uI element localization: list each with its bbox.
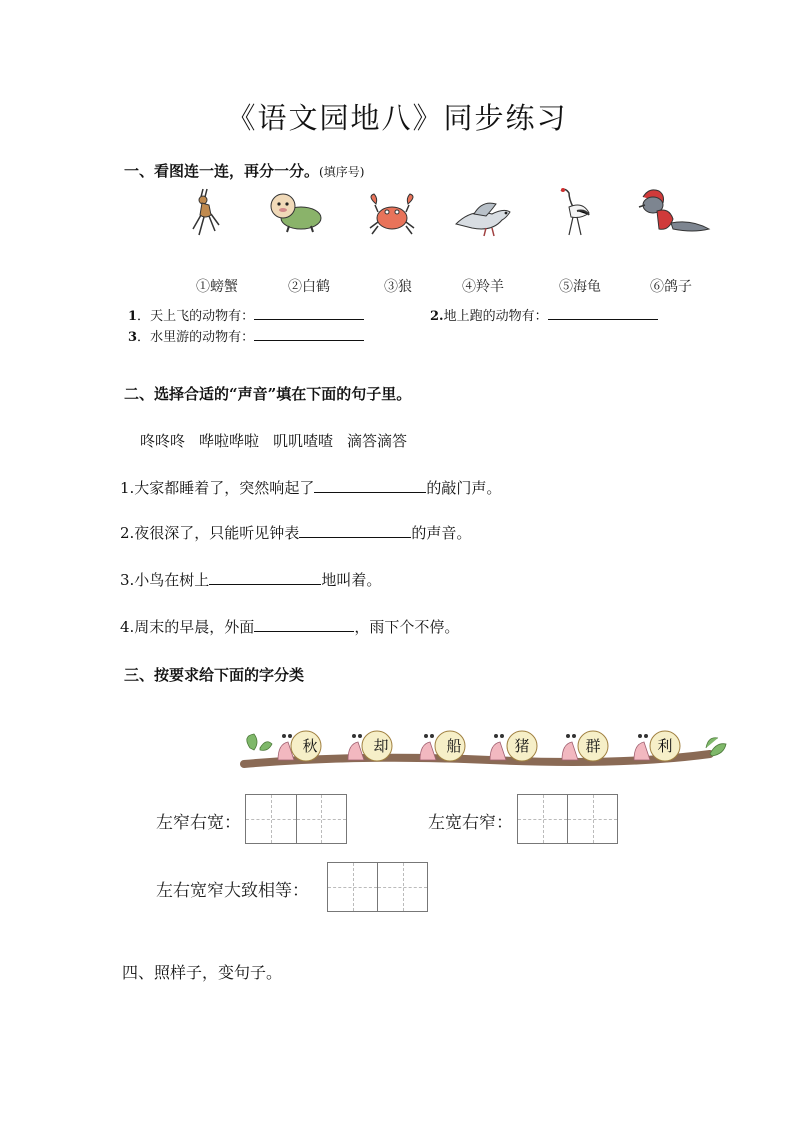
- label-left-narrow-right-wide: 左窄右宽：: [156, 813, 241, 833]
- char-que: 却: [373, 737, 389, 755]
- question-1-text: 天上飞的动物有：: [150, 309, 255, 324]
- crane-icon: [555, 185, 593, 240]
- writing-grid-a[interactable]: [245, 794, 347, 844]
- label-left-wide-right-narrow: 左宽右窄：: [428, 813, 513, 833]
- sound-word-1: 咚咚咚: [140, 432, 186, 450]
- section2-heading: 二、选择合适的“声音”填在下面的句子里。: [124, 385, 412, 403]
- grid-a-cell-1[interactable]: [246, 795, 297, 843]
- grid-a-cell-2[interactable]: [297, 795, 347, 843]
- char-qun: 群: [585, 737, 601, 755]
- section1-heading-text: 一、看图连一连，再分一分。: [124, 162, 320, 180]
- sound-word-2: 哗啦哗啦: [199, 432, 260, 450]
- grid-b-cell-2[interactable]: [568, 795, 617, 843]
- writing-grid-c[interactable]: [327, 862, 428, 912]
- option-crane: ②白鹤: [288, 279, 330, 295]
- section1-heading: [124, 160, 364, 181]
- char-zhu: 猪: [514, 737, 530, 755]
- sentence-3-blank[interactable]: [209, 570, 321, 585]
- q1-dot: ．: [137, 309, 151, 324]
- pigeon-icon: [452, 198, 518, 240]
- char-chuan: 船: [446, 737, 462, 755]
- question-3-number: 3: [128, 330, 138, 345]
- answer-blank-1[interactable]: [254, 305, 364, 320]
- section4-heading: 四、照样子，变句子。: [122, 963, 283, 982]
- question-1: [128, 305, 364, 324]
- sentence-3-before: 3.小鸟在树上: [120, 571, 210, 589]
- option-pigeon: ⑥鸽子: [650, 279, 692, 295]
- question-3: [128, 326, 364, 345]
- page-title: 《语文园地八》同步练习: [226, 101, 568, 135]
- section1-note: (填序号): [319, 165, 365, 179]
- question-3-text: 水里游的动物有：: [150, 330, 255, 345]
- grid-b-cell-1[interactable]: [518, 795, 568, 843]
- sentence-1-after: 的敲门声。: [426, 479, 502, 497]
- turtle-icon: [265, 192, 325, 234]
- section3-heading: 三、按要求给下面的字分类: [124, 666, 305, 684]
- sentence-4-after: ，雨下个不停。: [354, 618, 460, 636]
- answer-blank-3[interactable]: [254, 326, 364, 341]
- option-turtle: ⑤海龟: [559, 279, 601, 295]
- label-equal-width: 左右宽窄大致相等：: [156, 881, 309, 901]
- question-2-number: 2.: [430, 309, 444, 324]
- antelope-icon: [185, 185, 225, 240]
- char-li: 利: [657, 737, 673, 755]
- sentence-4-before: 4.周末的早晨，外面: [120, 618, 255, 636]
- answer-blank-2[interactable]: [548, 305, 658, 320]
- sentence-3: [120, 569, 381, 590]
- sound-word-3: 叽叽喳喳: [273, 432, 334, 450]
- char-qiu: 秋: [302, 737, 318, 755]
- question-2-text: 地上跑的动物有：: [443, 309, 548, 324]
- crab-icon: [366, 192, 418, 237]
- option-antelope: ④羚羊: [462, 279, 504, 295]
- sentence-2-blank[interactable]: [299, 523, 411, 538]
- sound-word-4: 滴答滴答: [347, 432, 408, 450]
- sentence-2: [120, 522, 471, 543]
- sentence-2-before: 2.夜很深了，只能听见钟表: [120, 524, 300, 542]
- sound-word-bank: [140, 430, 421, 451]
- writing-grid-b[interactable]: [517, 794, 618, 844]
- wolf-icon: [635, 185, 713, 237]
- option-crab: ①螃蟹: [196, 279, 238, 295]
- question-1-number: 1: [128, 309, 138, 324]
- sentence-4: [120, 616, 459, 637]
- sentence-2-after: 的声音。: [411, 524, 472, 542]
- sentence-4-blank[interactable]: [254, 617, 354, 632]
- sentence-1-blank[interactable]: [314, 478, 426, 493]
- q3-dot: ．: [137, 330, 151, 345]
- grid-c-cell-1[interactable]: [328, 863, 378, 911]
- option-wolf: ③狼: [384, 279, 412, 295]
- grid-c-cell-2[interactable]: [378, 863, 427, 911]
- sentence-1: [120, 477, 501, 498]
- question-2: [430, 305, 658, 324]
- sentence-1-before: 1.大家都睡着了，突然响起了: [120, 479, 315, 497]
- sentence-3-after: 地叫着。: [321, 571, 382, 589]
